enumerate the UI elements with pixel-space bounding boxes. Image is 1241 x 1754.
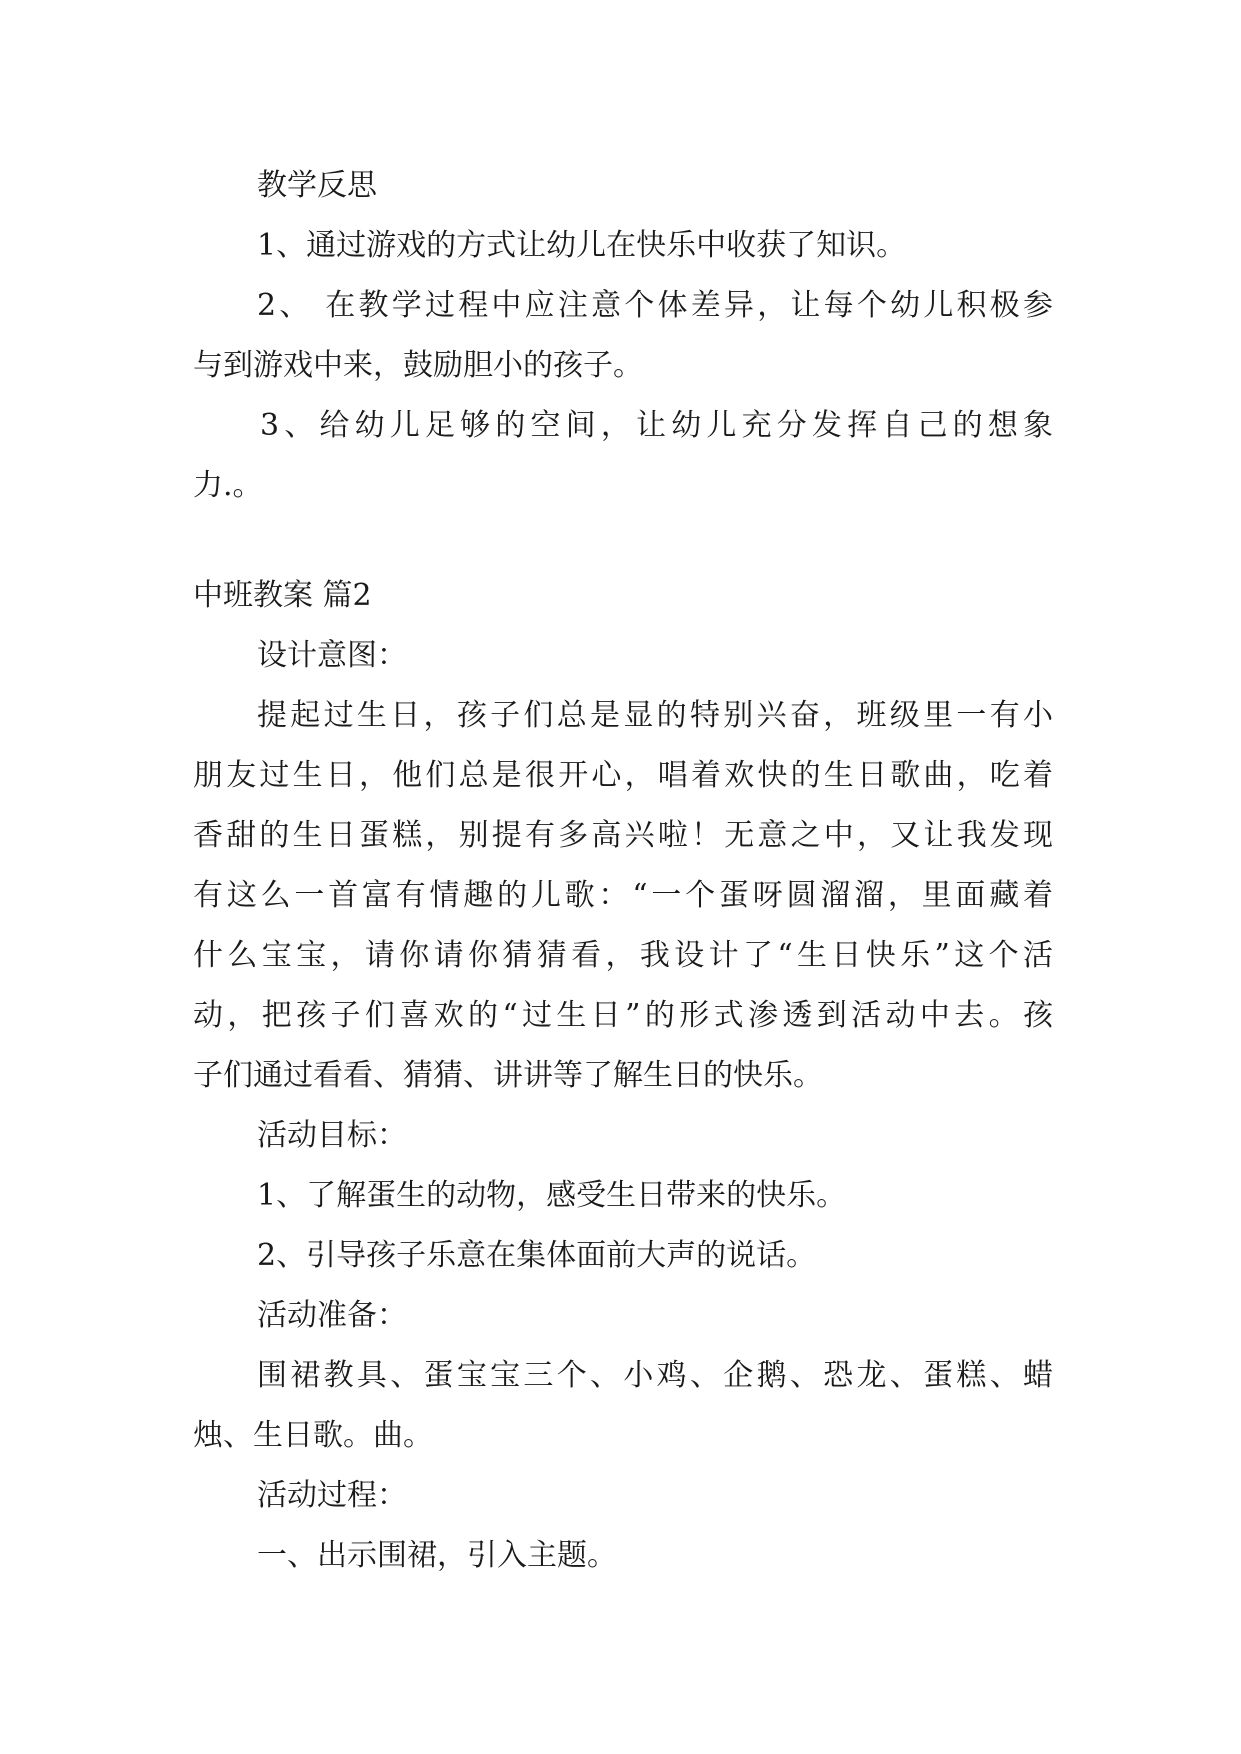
reflection-item-3-line-2: 力.。 [193,468,263,503]
design-paragraph-line: 有这么一首富有情趣的儿歌：“一个蛋呀圆溜溜，里面藏着 [193,878,1053,913]
reflection-item-2-line-2: 与到游戏中来，鼓励胆小的孩子。 [193,348,643,383]
design-paragraph-line: 什么宝宝，请你请你猜猜看，我设计了“生日快乐”这个活 [193,938,1053,973]
lesson-title: 中班教案 篇2 [193,578,372,613]
design-paragraph-line: 子们通过看看、猜猜、讲讲等了解生日的快乐。 [193,1058,823,1093]
prep-heading: 活动准备： [257,1298,407,1333]
reflection-item-2-line-1: 2、 在教学过程中应注意个体差异，让每个幼儿积极参 [257,288,1053,323]
process-heading: 活动过程： [257,1478,407,1513]
design-heading: 设计意图： [257,638,407,673]
design-paragraph-line: 提起过生日，孩子们总是显的特别兴奋，班级里一有小 [257,698,1053,733]
design-paragraph-line: 动，把孩子们喜欢的“过生日”的形式渗透到活动中去。孩 [193,998,1053,1033]
process-step-1: 一、出示围裙，引入主题。 [257,1538,617,1573]
reflection-item-3-line-1: 3、给幼儿足够的空间，让幼儿充分发挥自己的想象 [260,408,1053,443]
goal-item-2: 2、引导孩子乐意在集体面前大声的说话。 [257,1238,817,1273]
goal-item-1: 1、了解蛋生的动物，感受生日带来的快乐。 [257,1178,847,1213]
prep-line-2: 烛、生日歌。曲。 [193,1418,433,1453]
prep-line-1: 围裙教具、蛋宝宝三个、小鸡、企鹅、恐龙、蛋糕、蜡 [257,1358,1053,1393]
design-paragraph-line: 朋友过生日，他们总是很开心，唱着欢快的生日歌曲，吃着 [193,758,1053,793]
design-paragraph-line: 香甜的生日蛋糕，别提有多高兴啦！无意之中，又让我发现 [193,818,1053,853]
goals-heading: 活动目标： [257,1118,407,1153]
section-heading-reflection: 教学反思 [257,168,377,203]
reflection-item-1: 1、通过游戏的方式让幼儿在快乐中收获了知识。 [257,228,907,263]
